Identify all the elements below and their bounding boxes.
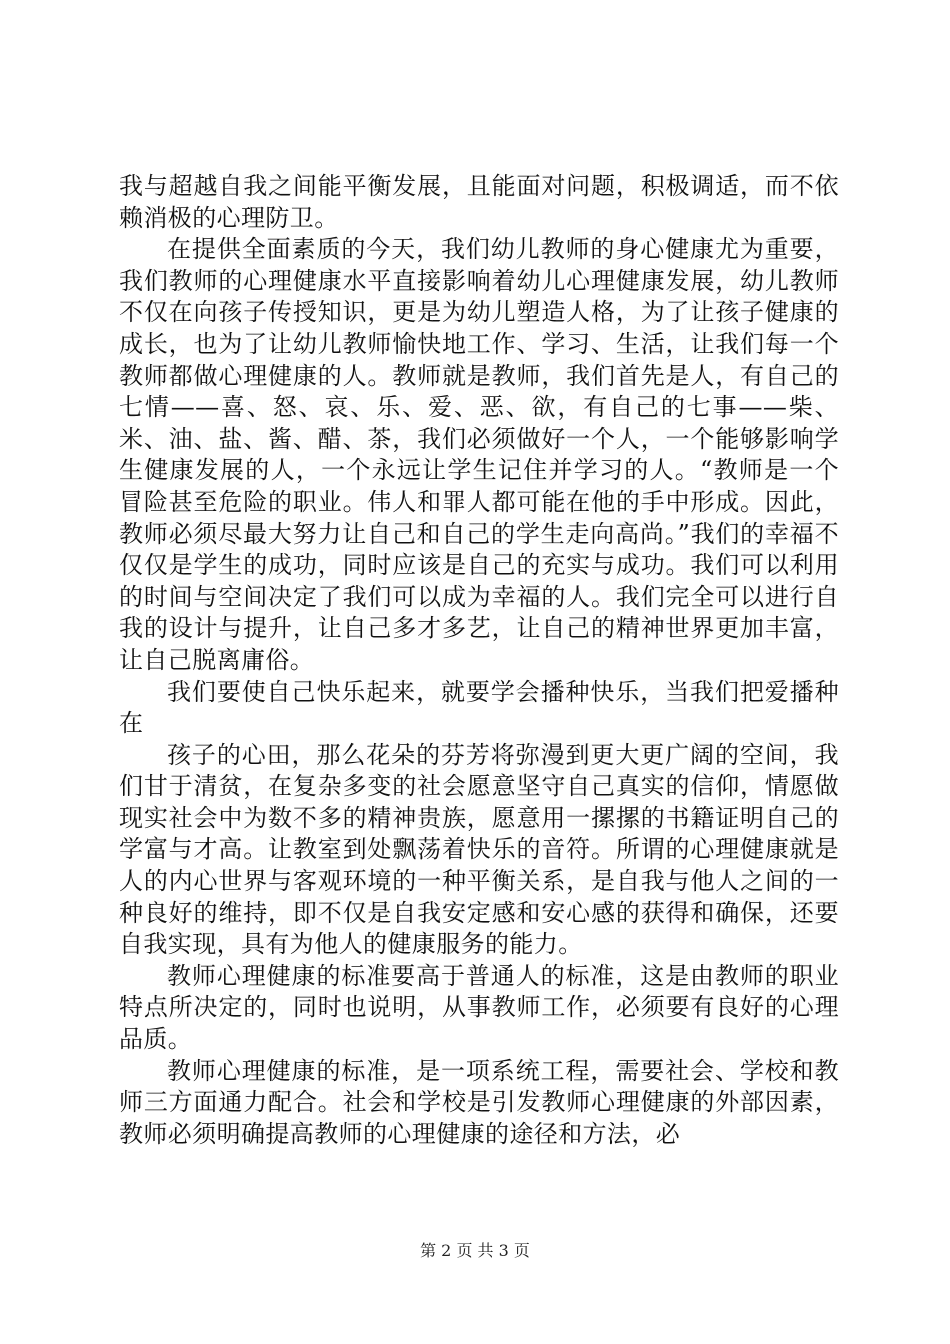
paragraph-1: 我与超越自我之间能平衡发展，且能面对问题，积极调适，而不依赖消极的心理防卫。 <box>119 172 839 232</box>
paragraph-3: 我们要使自己快乐起来，就要学会播种快乐，当我们把爱播种在 <box>119 677 839 738</box>
paragraph-6: 教师心理健康的标准，是一项系统工程，需要社会、学校和教师三方面通力配合。社会和学校是引发教师心理健康的外部因素，教师必须明确提高教师的心理健康的途径和方法，必 <box>119 1056 839 1148</box>
paragraph-4: 孩子的心田，那么花朵的芬芳将弥漫到更大更广阔的空间，我们甘于清贫，在复杂多变的社会愿意坚守自己真实的信仰，情愿做现实社会中为数不多的精神贵族，愿意用一摞摞的书籍证明自己的学富与才高。让教室到处飘荡着快乐的音符。所谓的心理健康就是人的内心世界与客观环境的一种平衡关系，是自我与他人之间的一种良好的维持，即不仅是自我安定感和安心感的获得和确保，还要自我实现，具有为他人的健康服务的能力。 <box>119 740 839 959</box>
page-footer: 第 2 页 共 3 页 <box>420 1241 530 1260</box>
paragraph-5: 教师心理健康的标准要高于普通人的标准，这是由教师的职业特点所决定的，同时也说明，从事教师工作，必须要有良好的心理品质。 <box>119 961 839 1054</box>
paragraph-2: 在提供全面素质的今天，我们幼儿教师的身心健康尤为重要，我们教师的心理健康水平直接影响着幼儿心理健康发展，幼儿教师不仅在向孩子传授知识，更是为幼儿塑造人格，为了让孩子健康的成长，也为了让幼儿教师愉快地工作、学习、生活，让我们每一个教师都做心理健康的人。教师就是教师，我们首先是人，有自己的七情——喜、怒、哀、乐、爱、恶、欲，有自己的七事——柴、米、油、盐、酱、醋、茶，我们必须做好一个人，一个能够影响学生健康发展的人，一个永远让学生记住并学习的人。“教师是一个冒险甚至危险的职业。伟人和罪人都可能在他的手中形成。因此，教师必须尽最大努力让自己和自己的学生走向高尚。”我们的幸福不仅仅是学生的成功，同时应该是自己的充实与成功。我们可以利用的时间与空间决定了我们可以成为幸福的人。我们完全可以进行自我的设计与提升，让自己多才多艺，让自己的精神世界更加丰富，让自己脱离庸俗。 <box>119 235 839 674</box>
body-text <box>119 171 839 1150</box>
